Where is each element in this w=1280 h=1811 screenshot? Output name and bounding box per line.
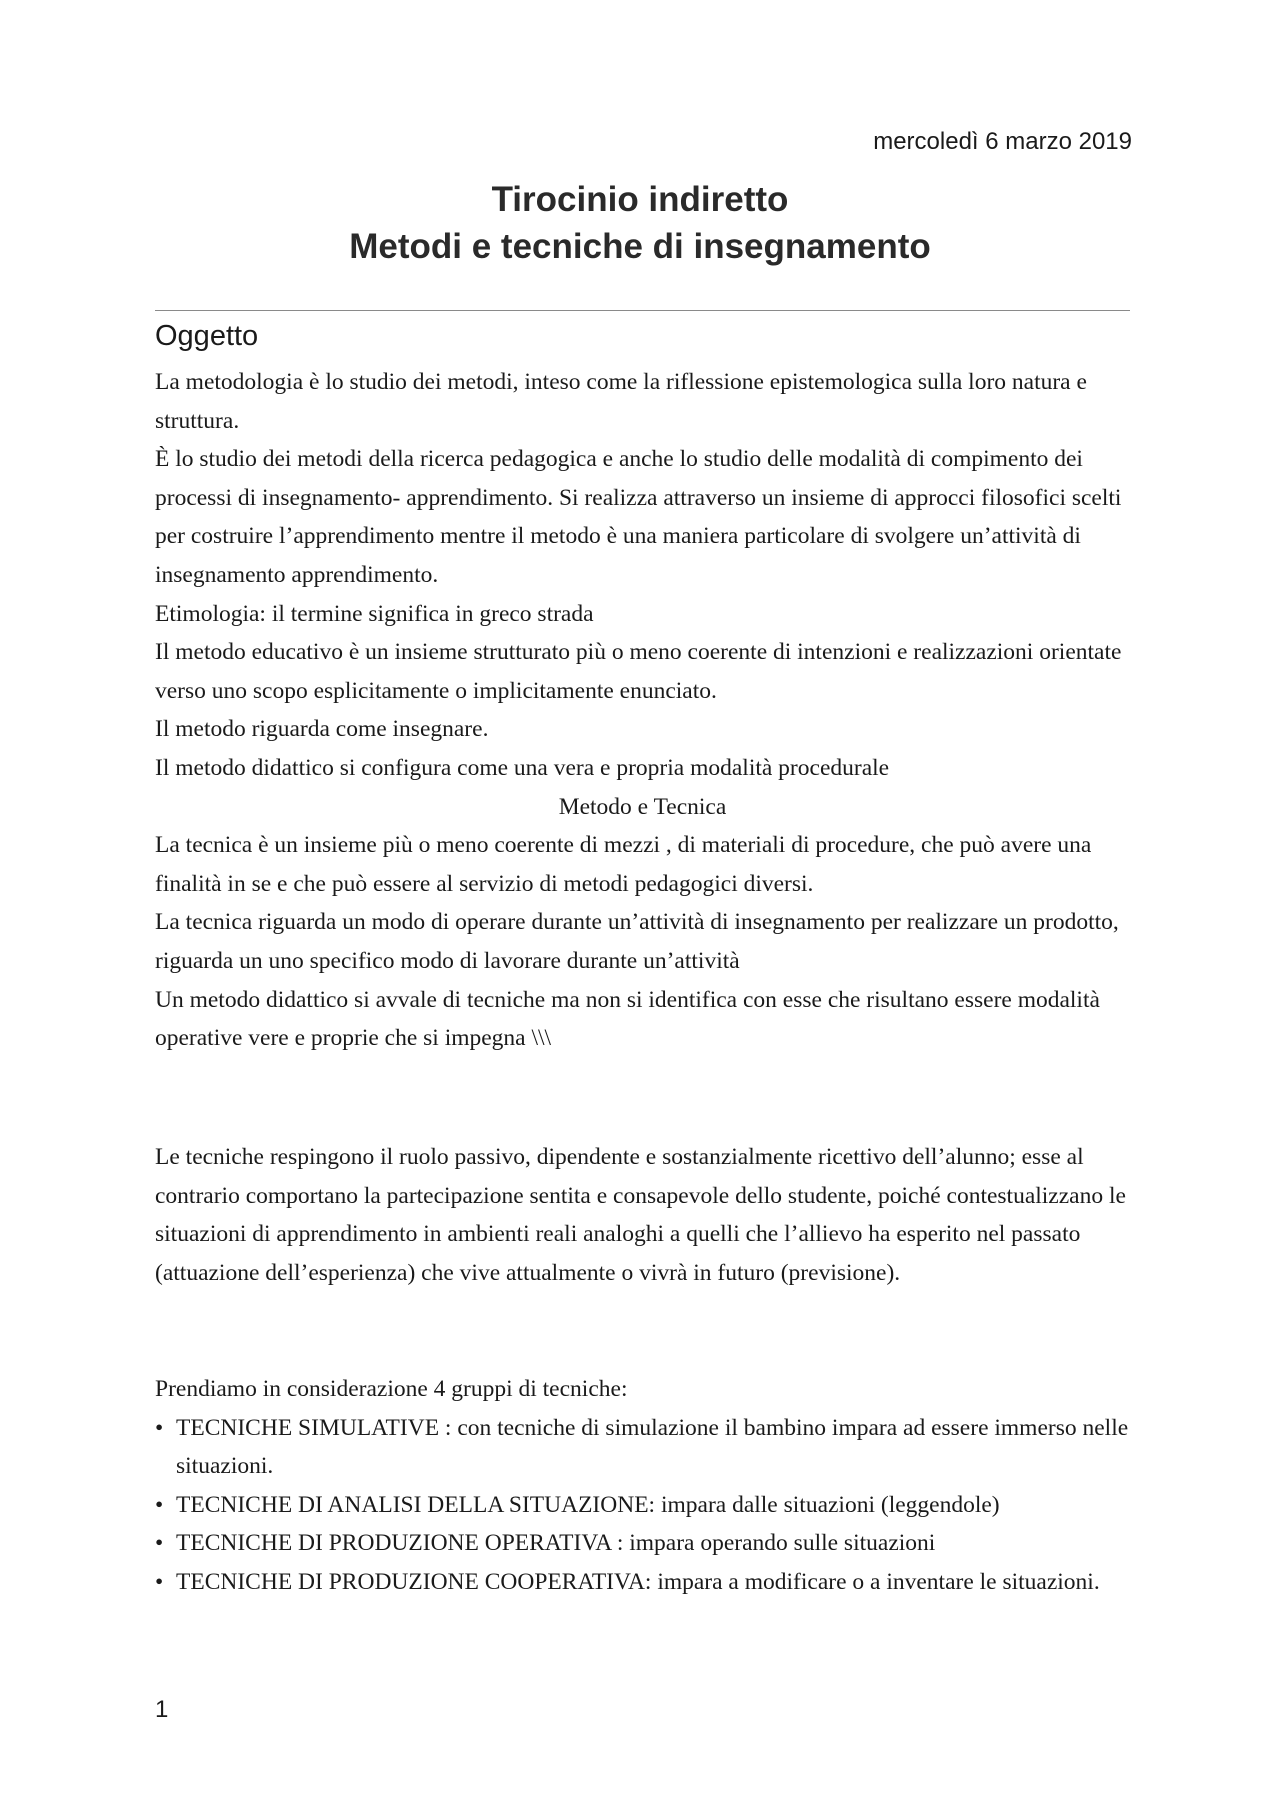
list-item: [155, 1563, 1145, 1602]
list-intro: Prendiamo in considerazione 4 gruppi di tecniche:: [155, 1376, 628, 1402]
body-section-3: [155, 1370, 1145, 1602]
paragraph: Etimologia: il termine significa in greco strada: [155, 600, 594, 627]
title-line-2: Metodi e tecniche di insegnamento: [349, 227, 931, 266]
paragraph: Le tecniche respingono il ruolo passivo, dipendente e sostanzialmente ricettivo dell’alunno; esse al contrario comportano la partecipazione sentita e consapevole dello studente, poiché contestualizzano le situazioni di apprendimento in ambienti reali analoghi a quelli che l’allievo ha esperito nel passato (attuazione dell’esperienza) che vive attualmente o vivrà in futuro (previsione).: [155, 1144, 1126, 1286]
paragraph: È lo studio dei metodi della ricerca pedagogica e anche lo studio delle modalità di compimento dei processi di insegnamento- apprendimento. Si realizza attraverso un insieme di approcci filosofici scelti per costruire l’apprendimento mentre il metodo è una maniera particolare di svolgere un’attività di insegnamento apprendimento.: [155, 446, 1122, 588]
horizontal-divider: [155, 310, 1130, 311]
bullet-icon: •: [155, 1568, 164, 1595]
paragraph: La metodologia è lo studio dei metodi, inteso come la riflessione epistemologica sulla loro natura e struttura.: [155, 369, 1087, 434]
paragraph: Il metodo educativo è un insieme strutturato più o meno coerente di intenzioni e realizzazioni orientate verso uno scopo esplicitamente o implicitamente enunciato.: [155, 639, 1122, 704]
paragraph: Un metodo didattico si avvale di tecniche ma non si identifica con esse che risultano essere modalità operative vere e proprie che si impegna \\\: [155, 986, 1100, 1052]
list-item-text: TECNICHE DI ANALISI DELLA SITUAZIONE: impara dalle situazioni (leggendole): [176, 1491, 1000, 1518]
bullet-icon: •: [155, 1491, 164, 1518]
techniques-list: [155, 1409, 1145, 1602]
bullet-icon: •: [155, 1414, 164, 1441]
paragraph: Il metodo riguarda come insegnare.: [155, 716, 489, 743]
list-item-text: TECNICHE DI PRODUZIONE OPERATIVA : impara operando sulle situazioni: [176, 1530, 936, 1557]
paragraph: La tecnica è un insieme più o meno coerente di mezzi , di materiali di procedure, che può avere una finalità in se e che può essere al servizio di metodi pedagogici diversi.: [155, 832, 1092, 897]
list-item: [155, 1409, 1145, 1486]
bullet-icon: •: [155, 1530, 164, 1557]
body-section-2: [155, 1138, 1145, 1292]
document-date: mercoledì 6 marzo 2019: [873, 128, 1132, 155]
section-heading: Oggetto: [155, 320, 259, 352]
body-section-1: [155, 363, 1145, 1058]
paragraph: La tecnica riguarda un modo di operare durante un’attività di insegnamento per realizzare un prodotto, riguarda un uno specifico modo di lavorare durante un’attività: [155, 909, 1119, 974]
list-item-text: TECNICHE SIMULATIVE : con tecniche di simulazione il bambino impara ad essere immerso nelle situazioni.: [176, 1414, 1129, 1480]
list-item: [155, 1524, 1145, 1563]
paragraph: Il metodo didattico si configura come una vera e propria modalità procedurale: [155, 754, 890, 781]
page-number: 1: [155, 1696, 169, 1723]
list-item: [155, 1486, 1145, 1525]
document-title: [0, 176, 1280, 270]
subheading-metodo-tecnica: Metodo e Tecnica: [558, 793, 727, 820]
list-item-text: TECNICHE DI PRODUZIONE COOPERATIVA: impara a modificare o a inventare le situazioni.: [176, 1568, 1100, 1595]
title-line-1: Tirocinio indiretto: [491, 180, 789, 219]
